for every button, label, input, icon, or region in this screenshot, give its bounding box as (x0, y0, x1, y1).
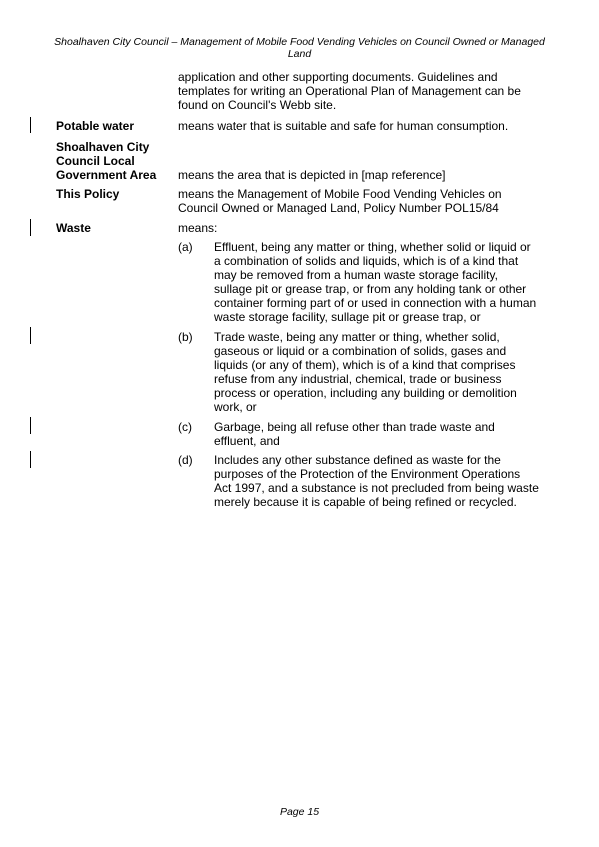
change-bar-item-c (30, 417, 31, 434)
header-line-1: Shoalhaven City Council – Management of Mobile Food Vending Vehicles on Council Owned or Managed (54, 36, 545, 48)
waste-item-d-line: merely because it is capable of being refined or recycled. (214, 495, 517, 509)
intro-paragraph (178, 70, 543, 112)
definition-this-policy (178, 187, 546, 215)
page-number: Page 15 (279, 806, 320, 818)
definition-waste-intro: means: (178, 221, 218, 235)
definition-potable-water: means water that is suitable and safe for human consumption. (178, 119, 509, 133)
term-potable-water: Potable water (56, 119, 135, 133)
waste-item-b-line: refuse from any industrial, chemical, trade or business (214, 372, 502, 386)
waste-item-b-line: liquids (or any of them), which is of a kind that comprises (214, 358, 516, 372)
waste-item-a-text (214, 240, 546, 324)
waste-item-b-line: process or operation, including any building or demolition (214, 386, 517, 400)
waste-item-d-line: Includes any other substance defined as waste for the (214, 453, 501, 467)
waste-item-c-line: Garbage, being all refuse other than trade waste and (214, 420, 495, 434)
waste-item-b-label: (b) (178, 330, 193, 344)
change-bar-potable (30, 117, 31, 133)
change-bar-item-b (30, 327, 31, 344)
term-this-policy: This Policy (56, 187, 120, 201)
intro-line-1: application and other supporting documents. Guidelines and (178, 70, 498, 84)
term-area-line-1: Shoalhaven City (56, 140, 150, 154)
waste-item-d-text (214, 453, 546, 509)
definition-policy-line-2: Council Owned or Managed Land, Policy Number POL15/84 (178, 201, 499, 215)
definition-policy-line-1: means the Management of Mobile Food Vending Vehicles on (178, 187, 502, 201)
waste-item-b-line: Trade waste, being any matter or thing, whether solid, (214, 330, 500, 344)
waste-item-c-text (214, 420, 546, 448)
term-area-line-3: Government Area (56, 168, 157, 182)
term-waste: Waste (56, 221, 91, 235)
waste-item-b-line: work, or (214, 400, 257, 414)
waste-item-a-line: may be removed from a human waste storage facility, (214, 268, 498, 282)
change-bar-item-d (30, 451, 31, 468)
waste-item-d-line: purposes of the Protection of the Environment Operations (214, 467, 521, 481)
change-bar-waste (30, 219, 31, 236)
intro-line-2: templates for writing an Operational Plan of Management can be (178, 84, 521, 98)
waste-item-b-text (214, 330, 546, 414)
waste-item-d-label: (d) (178, 453, 193, 467)
header-line-2: Land (287, 48, 312, 60)
waste-item-c-label: (c) (178, 420, 192, 434)
waste-item-a-line: container forming part of or used in connection with a human (214, 296, 537, 310)
waste-item-a-label: (a) (178, 240, 193, 254)
term-local-government-area (56, 140, 171, 182)
term-area-line-2: Council Local (56, 154, 135, 168)
page-header (40, 36, 559, 60)
intro-line-3: found on Council's Webb site. (178, 98, 337, 112)
waste-item-b-line: gaseous or liquid or a combination of solids, gases and (214, 344, 507, 358)
waste-item-c-line: effluent, and (214, 434, 280, 448)
waste-item-a-line: waste storage facility, sullage pit or grease trap, or (214, 310, 481, 324)
waste-item-d-line: Act 1997, and a substance is not precluded from being waste (214, 481, 539, 495)
waste-item-a-line: sullage pit or grease trap, or from any holding tank or other (214, 282, 527, 296)
definition-local-government-area: means the area that is depicted in [map reference] (178, 168, 446, 182)
waste-item-a-line: Effluent, being any matter or thing, whether solid or liquid or (214, 240, 531, 254)
waste-item-a-line: a combination of solids and liquids, which is of a kind that (214, 254, 519, 268)
